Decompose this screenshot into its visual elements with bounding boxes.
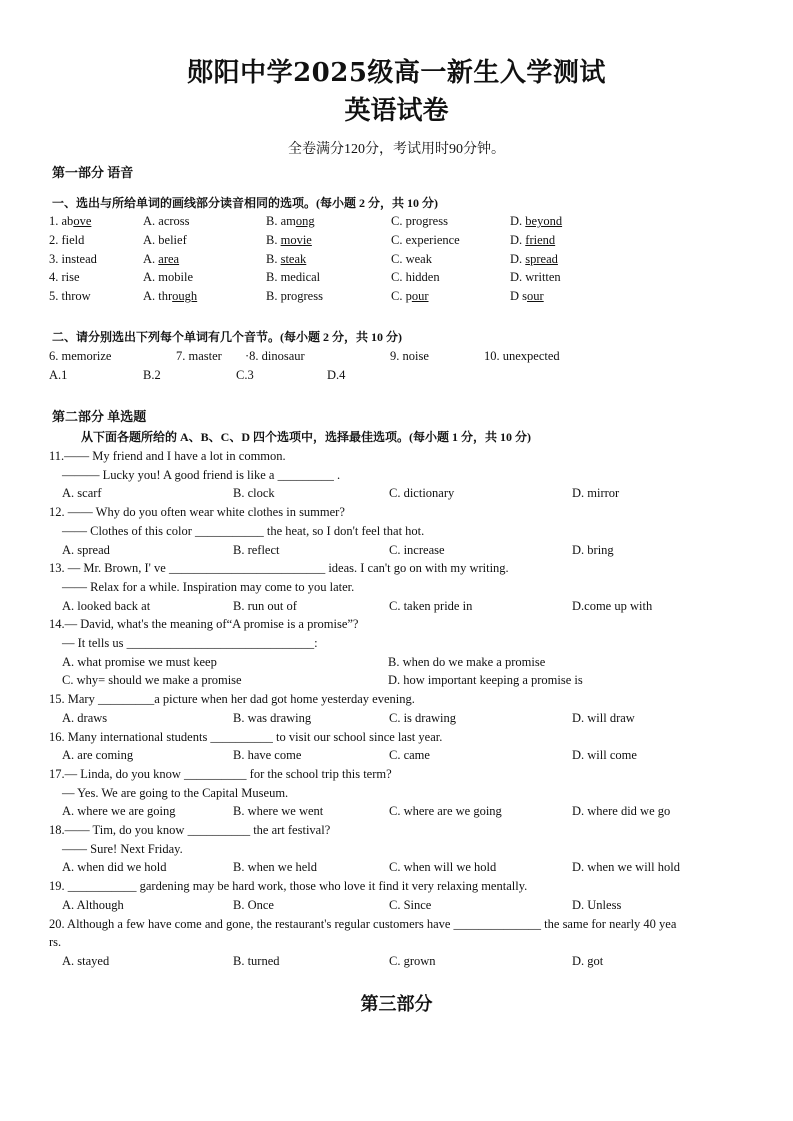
part1-section-a-instruction: 一、选出与所给单词的画线部分读音相同的选项。(每小题 2 分，共 10 分) bbox=[52, 196, 438, 210]
answer-option: A. when did we hold bbox=[62, 860, 167, 875]
answer-option: B. clock bbox=[233, 486, 275, 501]
question-stem: 20. Although a few have come and gone, the restaurant's regular customers have ______________ the same for nearly 40 yea bbox=[49, 916, 677, 931]
answer-option: D. Unless bbox=[572, 897, 622, 912]
syllable-option: D.4 bbox=[327, 368, 346, 382]
answer-option: A. where we are going bbox=[62, 804, 176, 819]
syllable-word: 9. noise bbox=[390, 349, 429, 363]
answer-option: C. where are we going bbox=[389, 804, 502, 819]
question-line: —— Clothes of this color ___________ the heat, so I don't feel that hot. bbox=[62, 523, 425, 538]
answer-option: D. got bbox=[572, 953, 604, 968]
syllable-option: C.3 bbox=[236, 368, 254, 382]
option-d: D. friend bbox=[510, 232, 556, 247]
phonetics-question-row bbox=[0, 270, 793, 288]
answer-option: C. Since bbox=[389, 897, 432, 912]
answer-option: A. draws bbox=[62, 710, 108, 725]
answer-option: B. run out of bbox=[233, 598, 297, 613]
exam-title: 郧阳中学2025级高一新生入学测试 bbox=[187, 58, 606, 88]
question-word: 2. field bbox=[49, 232, 85, 247]
answer-option: C. came bbox=[389, 748, 430, 763]
phonetics-question-row bbox=[0, 233, 793, 251]
answer-option: A. spread bbox=[62, 542, 110, 557]
option-c: C. experience bbox=[391, 232, 460, 247]
answer-option: B. when we held bbox=[233, 860, 318, 875]
answer-option: A. looked back at bbox=[62, 598, 151, 613]
answer-option: C. taken pride in bbox=[389, 598, 473, 613]
question-stem: 17.— Linda, do you know __________ for the school trip this term? bbox=[49, 766, 392, 781]
option-c: C. pour bbox=[391, 289, 429, 304]
answer-option: D. when we will hold bbox=[572, 860, 680, 875]
answer-option: D. bring bbox=[572, 542, 614, 557]
question-stem: 19. ___________ gardening may be hard work, those who love it find it very relaxing mentally. bbox=[49, 879, 528, 894]
answer-option: B. was drawing bbox=[233, 710, 312, 725]
question-stem: 11.—— My friend and I have a lot in common. bbox=[49, 449, 286, 463]
question-word: 1. above bbox=[49, 214, 92, 228]
option-d: D. beyond bbox=[510, 214, 563, 228]
syllable-option: B.2 bbox=[143, 368, 161, 382]
question-line: rs. bbox=[49, 935, 62, 950]
option-d: D sour bbox=[510, 289, 544, 304]
answer-option: B. have come bbox=[233, 748, 302, 763]
answer-option: C. when will we hold bbox=[389, 860, 497, 875]
syllable-option-row bbox=[0, 368, 793, 386]
question-line: — Yes. We are going to the Capital Museum. bbox=[62, 785, 289, 800]
exam-subject-title: 英语试卷 bbox=[344, 96, 449, 126]
option-c: C. weak bbox=[391, 251, 432, 266]
answer-option: B. when do we make a promise bbox=[388, 654, 546, 669]
option-c: C. hidden bbox=[391, 270, 440, 285]
question-stem: 12. —— Why do you often wear white clothes in summer? bbox=[49, 505, 345, 520]
syllable-word-row bbox=[0, 349, 793, 367]
part1-section-b-instruction: 二、请分别选出下列每个单词有几个音节。(每小题 2 分，共 10 分) bbox=[52, 330, 402, 344]
answer-option: C. grown bbox=[389, 953, 436, 968]
part2-instruction: 从下面各题所给的 A、B、C、D 四个选项中，选择最佳选项。(每小题 1 分，共 10 分) bbox=[81, 430, 531, 444]
answer-option: C. why= should we make a promise bbox=[62, 673, 242, 688]
question-stem: 15. Mary _________a picture when her dad got home yesterday evening. bbox=[49, 692, 415, 707]
option-a: A. across bbox=[143, 214, 190, 228]
answer-option: C. is drawing bbox=[389, 710, 457, 725]
answer-option: D. will come bbox=[572, 748, 637, 763]
answer-option: C. dictionary bbox=[389, 486, 455, 501]
question-word: 5. throw bbox=[49, 289, 91, 304]
syllable-option: A.1 bbox=[49, 368, 68, 382]
exam-info: 全卷满分120分，考试用时90分钟。 bbox=[288, 142, 505, 157]
phonetics-question-row bbox=[0, 214, 793, 232]
question-line: —— Sure! Next Friday. bbox=[62, 841, 183, 856]
answer-option: A. Although bbox=[62, 897, 124, 912]
answer-option: B. reflect bbox=[233, 542, 280, 557]
option-b: B. movie bbox=[266, 232, 312, 247]
option-b: B. steak bbox=[266, 251, 307, 266]
question-stem: 16. Many international students __________ to visit our school since last year. bbox=[49, 729, 443, 744]
answer-option: C. increase bbox=[389, 542, 445, 557]
phonetics-question-row bbox=[0, 289, 793, 307]
answer-option: A. what promise we must keep bbox=[62, 654, 217, 669]
option-a: A. through bbox=[143, 289, 198, 304]
option-a: A. mobile bbox=[143, 270, 193, 285]
option-d: D. written bbox=[510, 270, 561, 285]
part2-heading: 第二部分 单选题 bbox=[52, 409, 147, 424]
question-stem: 13. — Mr. Brown, I' ve _________________________ ideas. I can't go on with my writing. bbox=[49, 561, 509, 576]
option-a: A. area bbox=[143, 251, 180, 266]
option-d: D. spread bbox=[510, 251, 558, 266]
syllable-word: 10. unexpected bbox=[484, 349, 560, 363]
question-word: 3. instead bbox=[49, 251, 97, 266]
answer-option: B. turned bbox=[233, 953, 280, 968]
option-b: B. progress bbox=[266, 289, 323, 304]
syllable-word: 7. master bbox=[176, 349, 222, 363]
answer-option: D. where did we go bbox=[572, 804, 671, 819]
option-a: A. belief bbox=[143, 232, 187, 247]
phonetics-question-row bbox=[0, 252, 793, 270]
question-line: — It tells us ______________________________: bbox=[62, 636, 318, 650]
question-line: ——— Lucky you! A good friend is like a _________ . bbox=[62, 467, 341, 482]
option-b: B. medical bbox=[266, 270, 321, 285]
answer-option: A. are coming bbox=[62, 748, 134, 763]
syllable-word: 6. memorize bbox=[49, 349, 112, 363]
part1-heading: 第一部分 语音 bbox=[52, 165, 134, 180]
answer-option: D.come up with bbox=[572, 598, 653, 613]
part3-heading: 第三部分 bbox=[360, 994, 433, 1015]
answer-option: B. where we went bbox=[233, 804, 324, 819]
question-stem: 14.— David, what's the meaning of“A promise is a promise”? bbox=[49, 617, 359, 632]
question-line: —— Relax for a while. Inspiration may come to you later. bbox=[62, 579, 355, 594]
syllable-word: ·8. dinosaur bbox=[245, 349, 305, 363]
question-stem: 18.—— Tim, do you know __________ the art festival? bbox=[49, 823, 331, 837]
answer-option: D. mirror bbox=[572, 486, 620, 501]
answer-option: A. scarf bbox=[62, 486, 102, 501]
question-word: 4. rise bbox=[49, 270, 80, 285]
option-c: C. progress bbox=[391, 214, 448, 228]
answer-option: B. Once bbox=[233, 897, 274, 912]
answer-option: D. will draw bbox=[572, 710, 635, 725]
answer-option: D. how important keeping a promise is bbox=[388, 673, 583, 688]
answer-option: A. stayed bbox=[62, 953, 110, 968]
option-b: B. among bbox=[266, 214, 315, 228]
